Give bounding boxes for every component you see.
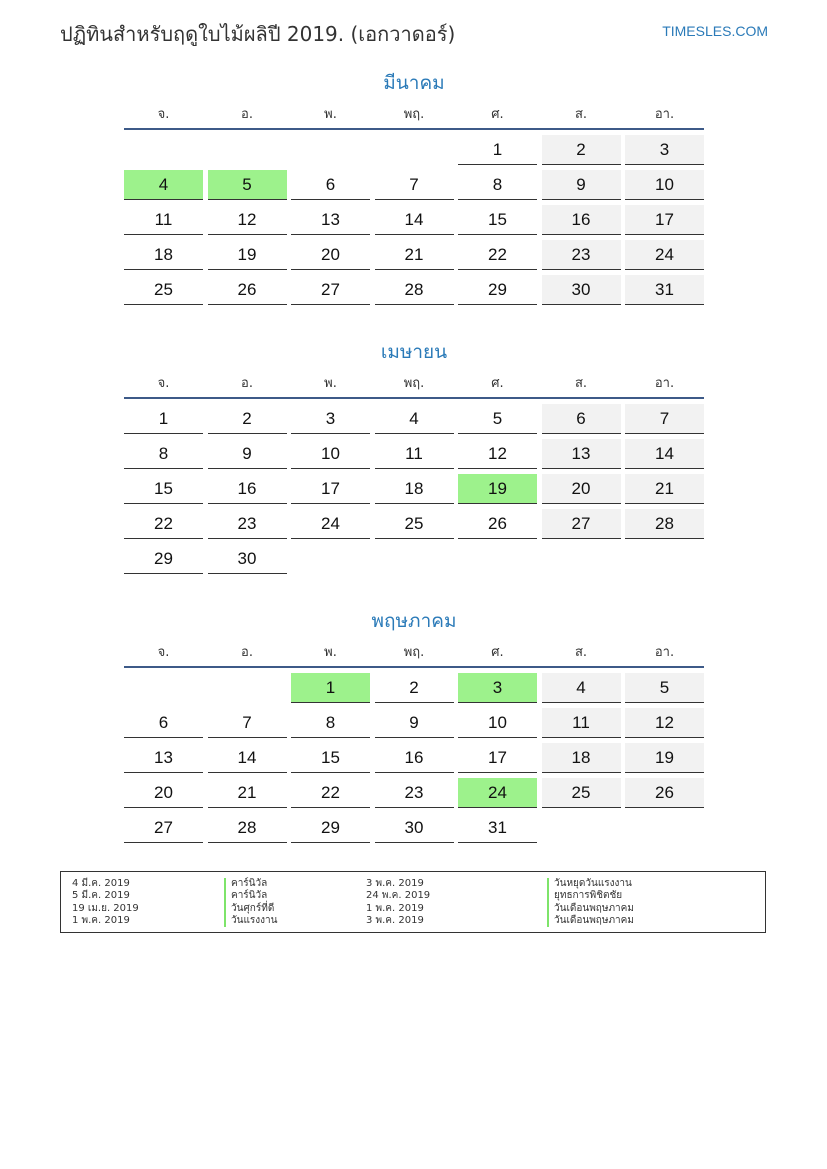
empty-cell — [208, 673, 287, 703]
day-cell[interactable]: 7 — [625, 404, 704, 434]
weekday-label: จ. — [157, 376, 170, 391]
day-cell[interactable]: 5 — [458, 404, 537, 434]
legend-date: 5 มี.ค. 2019 — [72, 890, 130, 902]
site-link[interactable]: TIMESLES.COM — [662, 23, 768, 39]
day-cell[interactable]: 19 — [208, 240, 287, 270]
weekday-label: พ. — [324, 107, 337, 122]
holiday-day-cell[interactable]: 3 — [458, 673, 537, 703]
page-title: ปฏิทินสำหรับฤดูใบไม้ผลิปี 2019. (เอกวาดอร์) — [60, 22, 456, 46]
day-grid — [124, 404, 704, 574]
day-cell[interactable]: 13 — [291, 205, 370, 235]
day-cell[interactable]: 22 — [124, 509, 203, 539]
day-cell[interactable]: 3 — [625, 135, 704, 165]
weekday-label: อา. — [654, 107, 675, 122]
holiday-day-cell[interactable]: 19 — [458, 474, 537, 504]
day-cell[interactable]: 21 — [208, 778, 287, 808]
month-march — [124, 70, 704, 305]
day-cell[interactable]: 9 — [542, 170, 621, 200]
day-cell[interactable]: 31 — [458, 813, 537, 843]
month-title: เมษายน — [380, 341, 448, 363]
legend-holiday-name: คาร์นิวัล — [224, 878, 277, 890]
day-cell[interactable]: 8 — [458, 170, 537, 200]
day-cell[interactable]: 12 — [208, 205, 287, 235]
weekday-label: อ. — [241, 107, 253, 122]
day-cell[interactable]: 22 — [458, 240, 537, 270]
weekday-label: อา. — [654, 376, 675, 391]
day-cell[interactable]: 26 — [458, 509, 537, 539]
day-cell[interactable]: 20 — [542, 474, 621, 504]
day-cell[interactable]: 25 — [124, 275, 203, 305]
day-cell[interactable]: 7 — [208, 708, 287, 738]
weekday-header — [124, 641, 704, 668]
weekday-label: จ. — [157, 107, 170, 122]
day-grid — [124, 673, 704, 843]
weekday-label: พฤ. — [403, 645, 425, 660]
month-may — [124, 608, 704, 843]
day-cell[interactable]: 26 — [208, 275, 287, 305]
day-cell[interactable]: 15 — [291, 743, 370, 773]
weekday-label: ส. — [574, 376, 588, 391]
day-cell[interactable]: 23 — [208, 509, 287, 539]
day-cell[interactable]: 6 — [124, 708, 203, 738]
weekday-label: พฤ. — [403, 376, 425, 391]
day-cell[interactable]: 23 — [375, 778, 454, 808]
day-cell[interactable]: 20 — [124, 778, 203, 808]
day-cell[interactable]: 8 — [124, 439, 203, 469]
day-cell[interactable]: 9 — [208, 439, 287, 469]
holiday-day-cell[interactable]: 4 — [124, 170, 203, 200]
day-cell[interactable]: 29 — [291, 813, 370, 843]
day-cell[interactable]: 28 — [375, 275, 454, 305]
weekday-header — [124, 103, 704, 130]
weekday-label: จ. — [157, 645, 170, 660]
day-cell[interactable]: 2 — [208, 404, 287, 434]
day-cell[interactable]: 27 — [542, 509, 621, 539]
weekday-label: ศ. — [491, 376, 504, 391]
legend-date: 1 พ.ค. 2019 — [72, 914, 130, 926]
day-cell[interactable]: 30 — [542, 275, 621, 305]
empty-cell — [208, 135, 287, 165]
day-cell[interactable]: 10 — [458, 708, 537, 738]
day-cell[interactable]: 27 — [124, 813, 203, 843]
day-cell[interactable]: 24 — [625, 240, 704, 270]
day-cell[interactable]: 17 — [458, 743, 537, 773]
day-cell[interactable]: 14 — [208, 743, 287, 773]
day-cell[interactable]: 26 — [625, 778, 704, 808]
holiday-day-cell[interactable]: 24 — [458, 778, 537, 808]
legend-holiday-name: วันศุกร์ที่ดี — [224, 903, 277, 915]
day-cell[interactable]: 30 — [375, 813, 454, 843]
day-cell[interactable]: 14 — [625, 439, 704, 469]
empty-cell — [124, 673, 203, 703]
day-cell[interactable]: 8 — [291, 708, 370, 738]
day-cell[interactable]: 15 — [458, 205, 537, 235]
legend-date: 24 พ.ค. 2019 — [366, 890, 431, 902]
day-cell[interactable]: 16 — [375, 743, 454, 773]
legend-names-right — [547, 878, 634, 927]
day-cell[interactable]: 13 — [542, 439, 621, 469]
weekday-label: อา. — [654, 645, 675, 660]
legend-names-left — [224, 878, 277, 927]
day-cell[interactable]: 6 — [291, 170, 370, 200]
day-cell[interactable]: 16 — [542, 205, 621, 235]
holiday-legend — [60, 871, 766, 933]
day-cell[interactable]: 28 — [208, 813, 287, 843]
day-cell[interactable]: 5 — [625, 673, 704, 703]
day-cell[interactable]: 3 — [291, 404, 370, 434]
day-cell[interactable]: 18 — [542, 743, 621, 773]
empty-cell — [291, 135, 370, 165]
legend-date: 19 เม.ย. 2019 — [72, 902, 139, 914]
legend-holiday-name: วันเดือนพฤษภาคม — [547, 915, 634, 927]
weekday-label: พฤ. — [403, 107, 425, 122]
legend-holiday-name: วันหยุดวันแรงงาน — [547, 878, 634, 890]
weekday-label: พ. — [324, 645, 337, 660]
legend-dates-left — [72, 878, 139, 927]
day-cell[interactable]: 13 — [124, 743, 203, 773]
day-cell[interactable]: 20 — [291, 240, 370, 270]
day-cell[interactable]: 30 — [208, 544, 287, 574]
empty-cell — [124, 135, 203, 165]
day-grid — [124, 135, 704, 305]
legend-date: 1 พ.ค. 2019 — [366, 902, 424, 914]
day-cell[interactable]: 25 — [542, 778, 621, 808]
legend-dates-right — [366, 878, 430, 927]
day-cell[interactable]: 1 — [458, 135, 537, 165]
empty-cell — [375, 135, 454, 165]
day-cell[interactable]: 22 — [291, 778, 370, 808]
weekday-label: ศ. — [491, 645, 504, 660]
day-cell[interactable]: 27 — [291, 275, 370, 305]
legend-holiday-name: วันแรงงาน — [224, 915, 277, 927]
day-cell[interactable]: 18 — [124, 240, 203, 270]
legend-holiday-name: คาร์นิวัล — [224, 890, 277, 902]
weekday-label: ศ. — [491, 107, 504, 122]
holiday-day-cell[interactable]: 5 — [208, 170, 287, 200]
legend-date: 3 พ.ค. 2019 — [366, 914, 424, 926]
day-cell[interactable]: 17 — [291, 474, 370, 504]
day-cell[interactable]: 23 — [542, 240, 621, 270]
legend-date: 4 มี.ค. 2019 — [72, 878, 130, 889]
day-cell[interactable]: 6 — [542, 404, 621, 434]
legend-holiday-name: ยุทธการพิชิตชัย — [547, 890, 634, 902]
day-cell[interactable]: 19 — [625, 743, 704, 773]
day-cell[interactable]: 2 — [375, 673, 454, 703]
day-cell[interactable]: 12 — [625, 708, 704, 738]
weekday-label: ส. — [574, 107, 588, 122]
day-cell[interactable]: 10 — [625, 170, 704, 200]
day-cell[interactable]: 12 — [458, 439, 537, 469]
day-cell[interactable]: 4 — [542, 673, 621, 703]
day-cell[interactable]: 11 — [375, 439, 454, 469]
day-cell[interactable]: 31 — [625, 275, 704, 305]
day-cell[interactable]: 24 — [291, 509, 370, 539]
weekday-label: พ. — [324, 376, 337, 391]
day-cell[interactable]: 4 — [375, 404, 454, 434]
day-cell[interactable]: 11 — [542, 708, 621, 738]
weekday-label: ส. — [574, 645, 588, 660]
month-title: พฤษภาคม — [371, 610, 457, 632]
weekday-header — [124, 372, 704, 399]
day-cell[interactable]: 25 — [375, 509, 454, 539]
month-april — [124, 339, 704, 574]
day-cell[interactable]: 10 — [291, 439, 370, 469]
day-cell[interactable]: 9 — [375, 708, 454, 738]
day-cell[interactable]: 21 — [375, 240, 454, 270]
legend-date: 3 พ.ค. 2019 — [366, 878, 424, 889]
day-cell[interactable]: 2 — [542, 135, 621, 165]
holiday-day-cell[interactable]: 1 — [291, 673, 370, 703]
day-cell[interactable]: 18 — [375, 474, 454, 504]
legend-holiday-name: วันเดือนพฤษภาคม — [547, 903, 634, 915]
day-cell[interactable]: 21 — [625, 474, 704, 504]
day-cell[interactable]: 1 — [124, 404, 203, 434]
day-cell[interactable]: 17 — [625, 205, 704, 235]
day-cell[interactable]: 16 — [208, 474, 287, 504]
month-title: มีนาคม — [383, 72, 445, 94]
day-cell[interactable]: 11 — [124, 205, 203, 235]
day-cell[interactable]: 15 — [124, 474, 203, 504]
day-cell[interactable]: 7 — [375, 170, 454, 200]
day-cell[interactable]: 28 — [625, 509, 704, 539]
day-cell[interactable]: 14 — [375, 205, 454, 235]
day-cell[interactable]: 29 — [458, 275, 537, 305]
day-cell[interactable]: 29 — [124, 544, 203, 574]
weekday-label: อ. — [241, 376, 253, 391]
weekday-label: อ. — [241, 645, 253, 660]
